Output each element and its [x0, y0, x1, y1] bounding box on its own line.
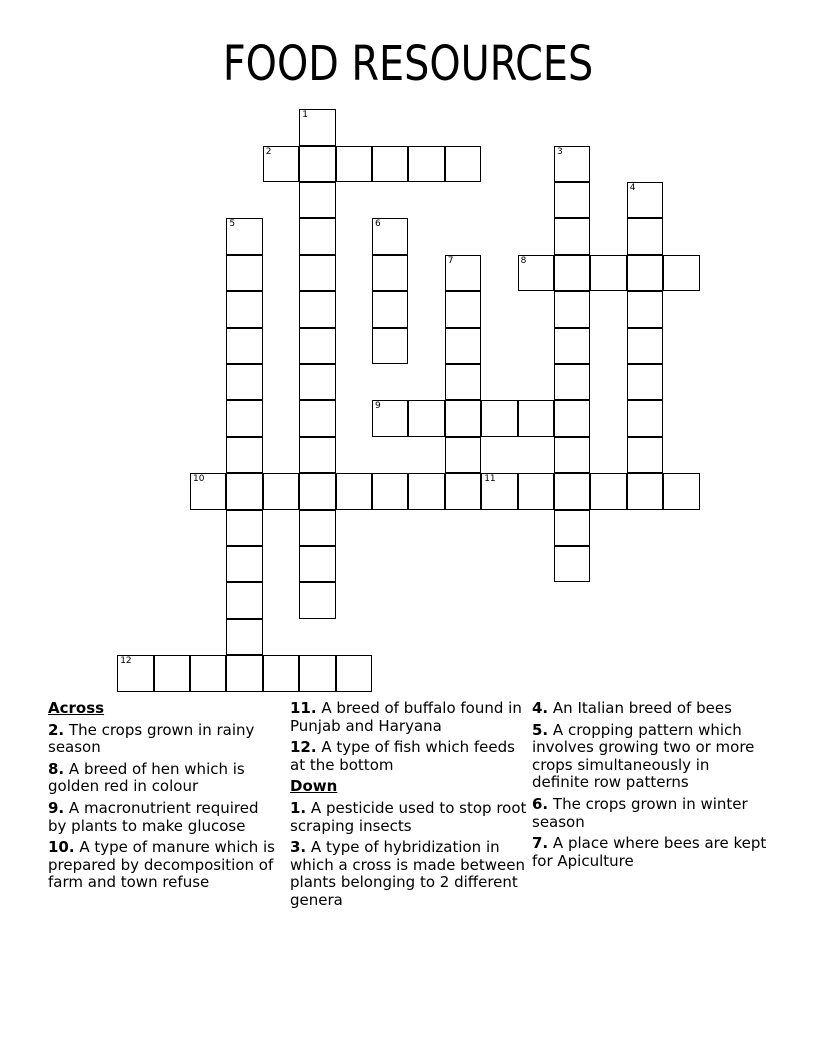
grid-cell[interactable]	[372, 328, 408, 364]
grid-cell[interactable]	[299, 109, 335, 145]
clue-across-8: 8. A breed of hen which is golden red in colour	[48, 759, 245, 796]
grid-cell[interactable]	[226, 328, 262, 364]
grid-cell[interactable]	[554, 146, 590, 182]
grid-cell[interactable]	[445, 328, 481, 364]
clue-number: 10	[193, 474, 205, 485]
grid-cell[interactable]	[408, 400, 444, 436]
grid-cell[interactable]	[554, 400, 590, 436]
grid-cell[interactable]	[299, 146, 335, 182]
grid-cell[interactable]	[627, 473, 663, 509]
clue-across-9: 9. A macronutrient required by plants to make glucose	[48, 798, 259, 835]
clue-number: 3	[557, 146, 563, 157]
clue-number: 2	[265, 146, 272, 157]
grid-cell[interactable]	[554, 182, 590, 218]
grid-cell[interactable]	[554, 218, 590, 254]
clue-across-2: 2. The crops grown in rainy season	[48, 720, 255, 757]
grid-cell[interactable]	[299, 546, 335, 582]
grid-cell[interactable]	[263, 655, 299, 691]
grid-cell[interactable]	[445, 146, 481, 182]
grid-cell[interactable]	[554, 328, 590, 364]
grid-cell[interactable]	[445, 364, 481, 400]
grid-cell[interactable]	[372, 218, 408, 254]
grid-cell[interactable]	[299, 655, 335, 691]
grid-cell[interactable]	[445, 400, 481, 436]
clue-number: 6	[375, 219, 381, 230]
grid-cell[interactable]	[226, 218, 262, 254]
grid-cell[interactable]	[408, 146, 444, 182]
grid-cell[interactable]	[299, 291, 335, 327]
grid-cell[interactable]	[299, 182, 335, 218]
grid-cell[interactable]	[372, 400, 408, 436]
clue-number: 5	[229, 219, 236, 230]
across-heading: Across	[48, 699, 105, 717]
clue-across-11: 11. A breed of buffalo found in Punjab and Haryana	[290, 699, 522, 735]
grid-cell[interactable]	[663, 473, 699, 509]
clue-across-12: 12. A type of fish which feeds at the bottom	[290, 738, 515, 774]
grid-cell[interactable]	[663, 255, 699, 291]
grid-cell[interactable]	[627, 218, 663, 254]
grid-cell[interactable]	[299, 400, 335, 436]
clue-down-1: 1. A pesticide used to stop root scraping insects	[290, 798, 527, 835]
grid-cell[interactable]	[226, 255, 262, 291]
grid-cell[interactable]	[627, 255, 663, 291]
grid-cell[interactable]	[627, 291, 663, 327]
clues-column-1	[48, 700, 278, 896]
grid-cell[interactable]	[554, 291, 590, 327]
clue-number: 1	[302, 110, 308, 121]
grid-cell[interactable]	[226, 655, 262, 691]
clue-number: 7	[447, 255, 454, 266]
clue-across-10: 10. A type of manure which is prepared by decomposition of farm and town refuse	[48, 838, 275, 892]
grid-cell[interactable]	[627, 364, 663, 400]
grid-cell[interactable]	[336, 146, 372, 182]
grid-cell[interactable]	[190, 655, 226, 691]
grid-cell[interactable]	[518, 400, 554, 436]
grid-cell[interactable]	[154, 655, 190, 691]
clue-down-6: 6. The crops grown in winter season	[532, 794, 748, 831]
clue-number: 11	[484, 474, 496, 485]
grid-cell[interactable]	[226, 437, 262, 473]
grid-cell[interactable]	[299, 510, 335, 546]
grid-cell[interactable]	[554, 364, 590, 400]
clue-down-5: 5. A cropping pattern which involves growing two or more crops simultaneously in definite row patterns	[532, 720, 755, 792]
grid-cell[interactable]	[263, 146, 299, 182]
grid-cell[interactable]	[554, 437, 590, 473]
grid-cell[interactable]	[226, 473, 262, 509]
clue-number: 8	[520, 255, 527, 266]
grid-cell[interactable]	[445, 473, 481, 509]
down-heading: Down	[290, 777, 338, 796]
grid-cell[interactable]	[226, 510, 262, 546]
grid-cell[interactable]	[372, 146, 408, 182]
grid-cell[interactable]	[518, 255, 554, 291]
grid-cell[interactable]	[590, 473, 626, 509]
grid-cell[interactable]	[299, 364, 335, 400]
grid-cell[interactable]	[372, 291, 408, 327]
grid-cell[interactable]	[481, 400, 517, 436]
grid-cell[interactable]	[445, 255, 481, 291]
grid-cell[interactable]	[445, 437, 481, 473]
grid-cell[interactable]	[299, 218, 335, 254]
grid-cell[interactable]	[226, 582, 262, 618]
grid-cell[interactable]	[627, 328, 663, 364]
grid-cell[interactable]	[408, 473, 444, 509]
grid-cell[interactable]	[518, 473, 554, 509]
grid-cell[interactable]	[299, 255, 335, 291]
grid-cell[interactable]	[627, 182, 663, 218]
grid-cell[interactable]	[299, 437, 335, 473]
grid-cell[interactable]	[445, 291, 481, 327]
grid-cell[interactable]	[226, 291, 262, 327]
grid-cell[interactable]	[372, 255, 408, 291]
grid-cell[interactable]	[226, 364, 262, 400]
grid-cell[interactable]	[336, 655, 372, 691]
grid-cell[interactable]	[226, 400, 262, 436]
clue-number: 4	[629, 183, 636, 193]
clue-down-4: 4. An Italian breed of bees	[532, 699, 732, 717]
grid-cell[interactable]	[226, 619, 262, 655]
grid-cell[interactable]	[226, 546, 262, 582]
clues-column-2	[290, 700, 528, 914]
grid-cell[interactable]	[336, 473, 372, 509]
clue-down-3: 3. A type of hybridization in which a cross is made between plants belonging to 2 different genera	[290, 838, 526, 909]
grid-cell[interactable]	[554, 473, 590, 509]
clue-down-7: 7. A place where bees are kept for Apiculture	[532, 834, 767, 870]
grid-cell[interactable]	[263, 473, 299, 509]
grid-cell[interactable]	[554, 546, 590, 582]
grid-cell[interactable]	[299, 473, 335, 509]
clue-number: 12	[120, 656, 132, 667]
grid-cell[interactable]	[554, 510, 590, 546]
grid-cell[interactable]	[299, 328, 335, 364]
grid-cell[interactable]	[372, 473, 408, 509]
grid-cell[interactable]	[590, 255, 626, 291]
grid-cell[interactable]	[481, 473, 517, 509]
puzzle-title: FOOD RESOURCES	[222, 36, 594, 92]
grid-cell[interactable]	[627, 437, 663, 473]
grid-cell[interactable]	[190, 473, 226, 509]
grid-cell[interactable]	[554, 255, 590, 291]
clue-number: 9	[375, 401, 381, 412]
grid-cell[interactable]	[117, 655, 153, 691]
clues-column-3	[532, 700, 768, 874]
grid-cell[interactable]	[299, 582, 335, 618]
grid-cell[interactable]	[627, 400, 663, 436]
